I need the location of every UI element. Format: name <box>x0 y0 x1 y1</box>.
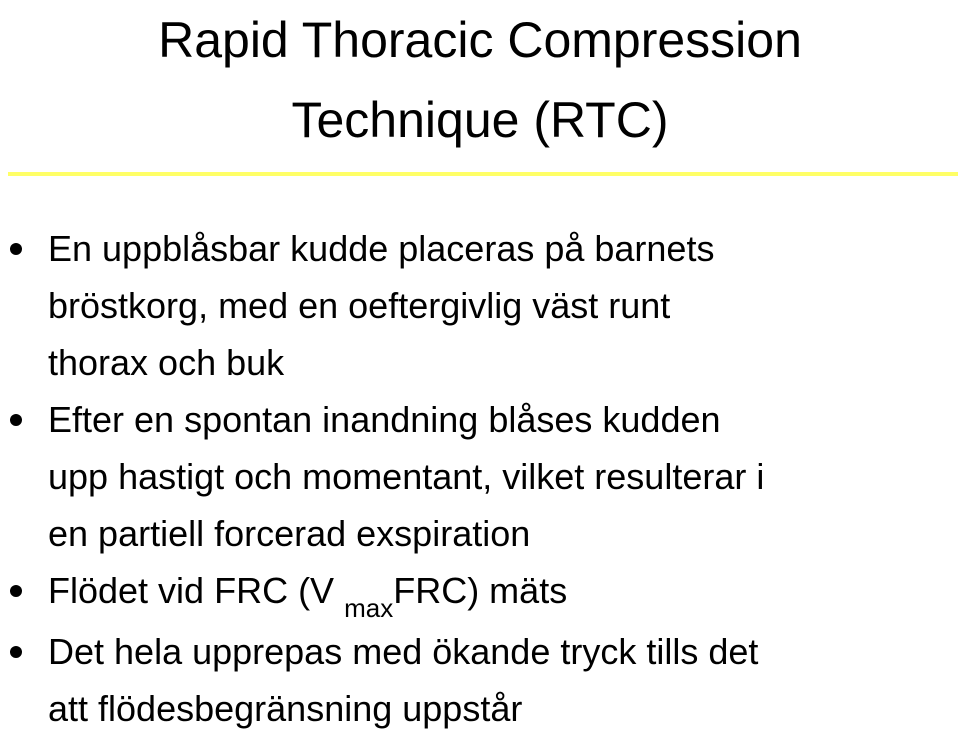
bullet-2-line-1: Efter en spontan inandning blåses kudden <box>48 399 721 440</box>
bullet-dot-icon <box>10 414 22 426</box>
bullet-dot-icon <box>10 646 22 658</box>
bullet-list <box>0 220 960 737</box>
slide-title <box>0 0 960 160</box>
title-line-2: Technique (RTC) <box>291 92 669 148</box>
title-divider <box>8 172 958 176</box>
bullet-dot-icon <box>10 585 22 597</box>
bullet-4-line-2: att flödesbegränsning uppstår <box>48 688 523 729</box>
bullet-item-2 <box>0 391 960 562</box>
bullet-item-3 <box>0 562 960 623</box>
bullet-1-line-3: thorax och buk <box>48 342 285 383</box>
bullet-3-suffix: FRC) mäts <box>393 570 568 611</box>
bullet-item-1 <box>0 220 960 391</box>
bullet-2-line-2: upp hastigt och momentant, vilket resulterar i <box>48 456 765 497</box>
bullet-3-line-1 <box>48 562 940 623</box>
bullet-3-subscript: max <box>344 593 394 623</box>
bullet-item-4 <box>0 623 960 737</box>
bullet-1-line-2: bröstkorg, med en oeftergivlig väst runt <box>48 285 671 326</box>
title-line-1: Rapid Thoracic Compression <box>158 12 802 68</box>
bullet-3-prefix: Flödet vid FRC (V <box>48 570 345 611</box>
bullet-dot-icon <box>10 243 22 255</box>
bullet-2-line-3: en partiell forcerad exspiration <box>48 513 531 554</box>
bullet-1-line-1: En uppblåsbar kudde placeras på barnets <box>48 228 715 269</box>
bullet-4-line-1: Det hela upprepas med ökande tryck tills det <box>48 631 759 672</box>
